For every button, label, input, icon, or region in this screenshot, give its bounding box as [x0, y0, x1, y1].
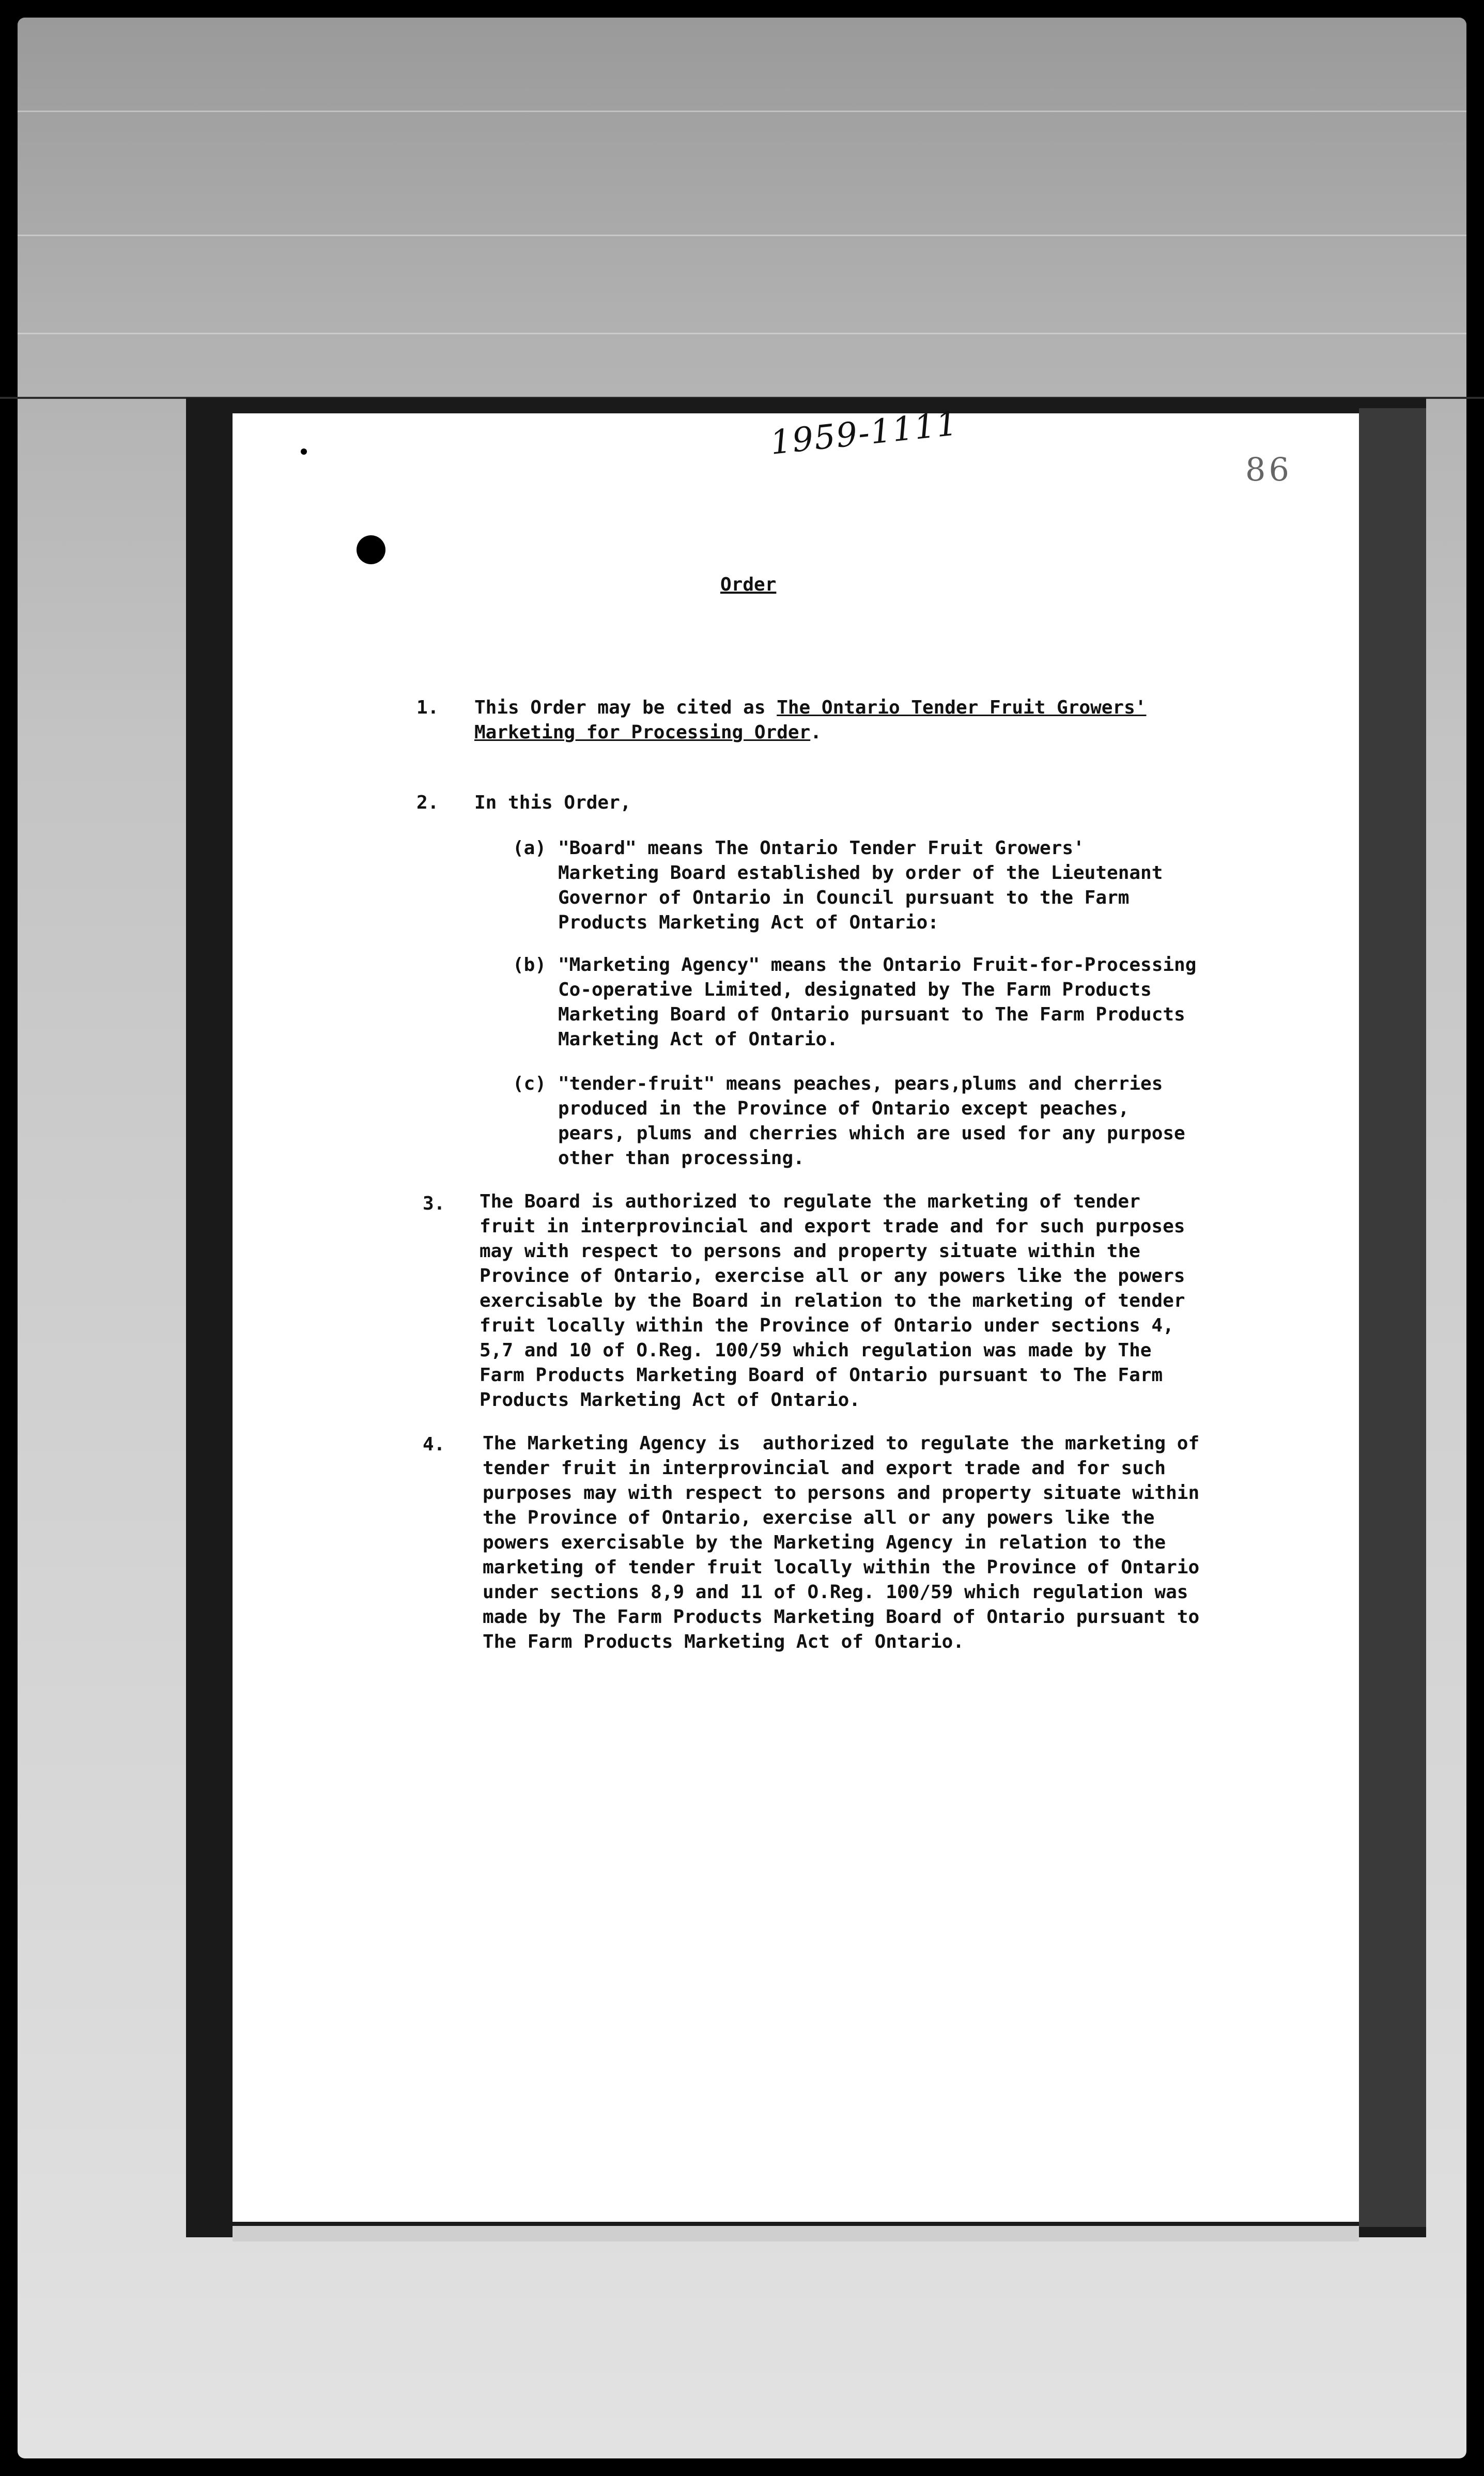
clause-1-prefix: This Order may be cited as	[474, 697, 777, 718]
clause-3-line: exercisable by the Board in relation to the marketing of tender	[480, 1290, 1185, 1311]
clause-4-line: purposes may with respect to persons and property situate within	[483, 1482, 1200, 1504]
page-title: Order	[720, 574, 777, 595]
clause-4-line: the Province of Ontario, exercise all or any powers like the	[483, 1507, 1155, 1528]
clause-4-line: The Marketing Agency is authorized to regulate the marketing of	[483, 1433, 1200, 1454]
cited-title-line-2: Marketing for Processing Order	[474, 722, 811, 743]
clause-number: 4.	[423, 1434, 445, 1455]
definition-line: "Board" means The Ontario Tender Fruit Growers'	[558, 838, 1085, 859]
definition-line: other than processing.	[558, 1148, 805, 1169]
clause-3-line: fruit locally within the Province of Ontario under sections 4,	[480, 1315, 1174, 1336]
ink-dot	[301, 448, 307, 455]
clause-4-line: made by The Farm Products Marketing Board of Ontario pursuant to	[483, 1606, 1200, 1628]
definition-line: Marketing Board established by order of the Lieutenant	[558, 862, 1163, 884]
paper-bottom-edge	[233, 2226, 1359, 2241]
clause-1-suffix: .	[810, 722, 822, 743]
clause-4-line: under sections 8,9 and 11 of O.Reg. 100/59 which regulation was	[483, 1582, 1188, 1603]
definition-line: Co-operative Limited, designated by The Farm Products	[558, 979, 1152, 1000]
clause-4-line: powers exercisable by the Marketing Agency in relation to the	[483, 1532, 1166, 1553]
clause-3-line: Farm Products Marketing Board of Ontario pursuant to The Farm	[480, 1365, 1163, 1386]
film-streak	[18, 111, 1466, 112]
clause-3-line: fruit in interprovincial and export trade and for such purposes	[480, 1216, 1185, 1237]
clause-3-line: Province of Ontario, exercise all or any powers like the powers	[480, 1265, 1185, 1287]
definition-line: pears, plums and cherries which are used for any purpose	[558, 1123, 1185, 1144]
definition-line: Governor of Ontario in Council pursuant to the Farm	[558, 887, 1130, 908]
clause-2-intro: In this Order,	[474, 792, 631, 813]
clause-3-line: 5,7 and 10 of O.Reg. 100/59 which regulation was made by The	[480, 1340, 1152, 1361]
page-number: 86	[1245, 451, 1292, 488]
paper-shadow-right	[1359, 408, 1426, 2227]
handwritten-reference: 1959-1111	[768, 405, 961, 462]
definition-line: Marketing Act of Ontario.	[558, 1029, 838, 1050]
clause-1-line-1	[474, 695, 1146, 720]
definition-line: produced in the Province of Ontario except peaches,	[558, 1098, 1130, 1119]
clause-number: 3.	[423, 1193, 445, 1214]
definition-line: "Marketing Agency" means the Ontario Fruit-for-Processing	[558, 954, 1197, 976]
clause-4-line: The Farm Products Marketing Act of Ontario.	[483, 1631, 964, 1652]
clause-4-line: tender fruit in interprovincial and export trade and for such	[483, 1458, 1166, 1479]
definition-line: Marketing Board of Ontario pursuant to The Farm Products	[558, 1004, 1185, 1025]
clause-3-line: The Board is authorized to regulate the marketing of tender	[480, 1191, 1140, 1212]
clause-1-line-2	[474, 720, 822, 745]
clause-3-line: may with respect to persons and property situate within the	[480, 1241, 1140, 1262]
film-streak	[18, 333, 1466, 334]
definition-label: (c)	[513, 1073, 547, 1094]
clause-number: 1.	[416, 697, 439, 718]
cited-title-line-1: The Ontario Tender Fruit Growers'	[777, 697, 1147, 718]
clause-4-line: marketing of tender fruit locally within the Province of Ontario	[483, 1557, 1200, 1578]
definition-label: (a)	[513, 838, 547, 859]
definition-line: Products Marketing Act of Ontario:	[558, 912, 939, 933]
definition-line: "tender-fruit" means peaches, pears,plums and cherries	[558, 1073, 1163, 1094]
film-streak	[18, 235, 1466, 236]
definition-label: (b)	[513, 954, 547, 976]
clause-number: 2.	[416, 792, 439, 813]
clause-3-line: Products Marketing Act of Ontario.	[480, 1389, 860, 1411]
punch-hole	[357, 535, 385, 564]
